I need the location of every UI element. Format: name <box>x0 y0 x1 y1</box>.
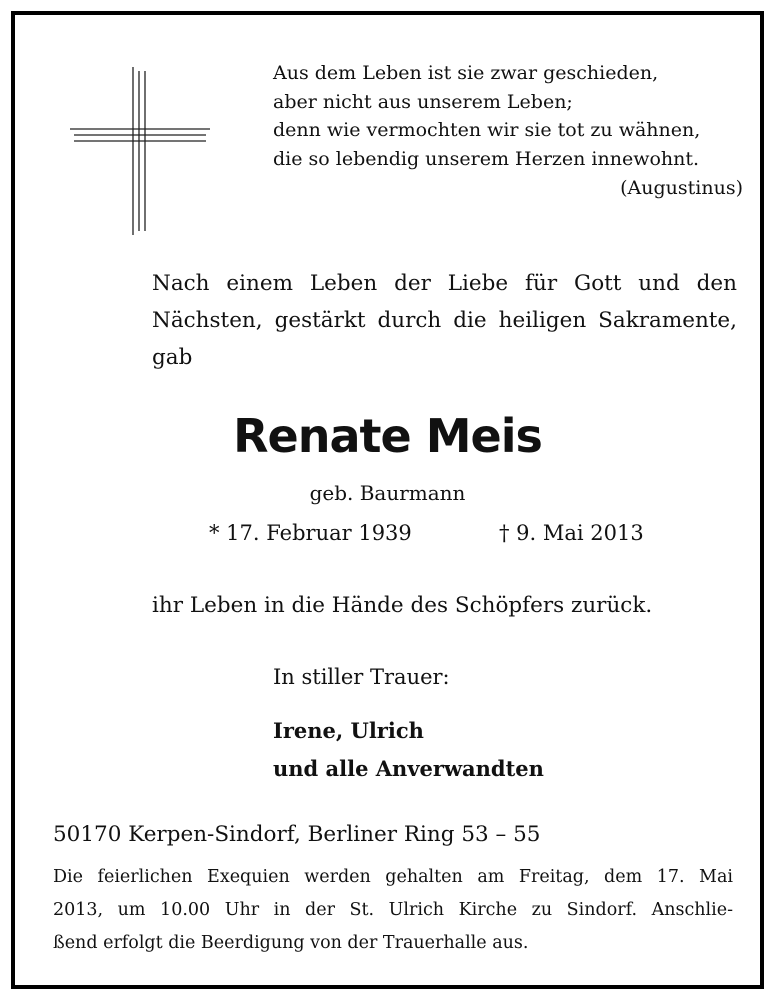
poem-line: aber nicht aus unserem Leben; <box>273 90 573 113</box>
notice-line: 2013, um 10.00 Uhr in der St. Ulrich Kirche zu Sindorf. Anschlie- <box>53 900 733 920</box>
cross-icon <box>70 67 210 235</box>
intro-line: Nach einem Leben der Liebe für Gott und den <box>152 271 737 296</box>
poem-line: Aus dem Leben ist sie zwar geschieden, <box>273 62 659 84</box>
intro-line: Nächsten, gestärkt durch die heiligen Sakramente, <box>152 308 737 333</box>
poem-line: denn wie vermochten wir sie tot zu wähnen, <box>273 119 701 142</box>
mourner-names: Irene, Ulrich <box>273 718 424 743</box>
mourners-heading: In stiller Trauer: <box>273 665 450 689</box>
poem <box>273 59 743 203</box>
poem-source: (Augustinus) <box>620 176 743 199</box>
obituary-frame <box>11 11 764 989</box>
address: 50170 Kerpen-Sindorf, Berliner Ring 53 – 55 <box>53 822 541 847</box>
notice-line: ßend erfolgt die Beerdigung von der Trauerhalle aus. <box>53 933 529 953</box>
maiden-name: geb. Baurmann <box>309 481 466 505</box>
notice-line: Die feierlichen Exequien werden gehalten am Freitag, dem 17. Mai <box>53 867 733 887</box>
intro-line: gab <box>152 345 193 370</box>
mourner-names: und alle Anverwandten <box>273 756 544 781</box>
closing-line: ihr Leben in die Hände des Schöpfers zurück. <box>152 593 653 618</box>
intro-text <box>152 265 737 376</box>
deceased-name: Renate Meis <box>233 409 542 463</box>
birth-date: * 17. Februar 1939 <box>209 521 412 545</box>
poem-line: die so lebendig unserem Herzen innewohnt. <box>273 148 700 171</box>
death-date: † 9. Mai 2013 <box>499 521 644 545</box>
funeral-notice <box>53 861 733 960</box>
